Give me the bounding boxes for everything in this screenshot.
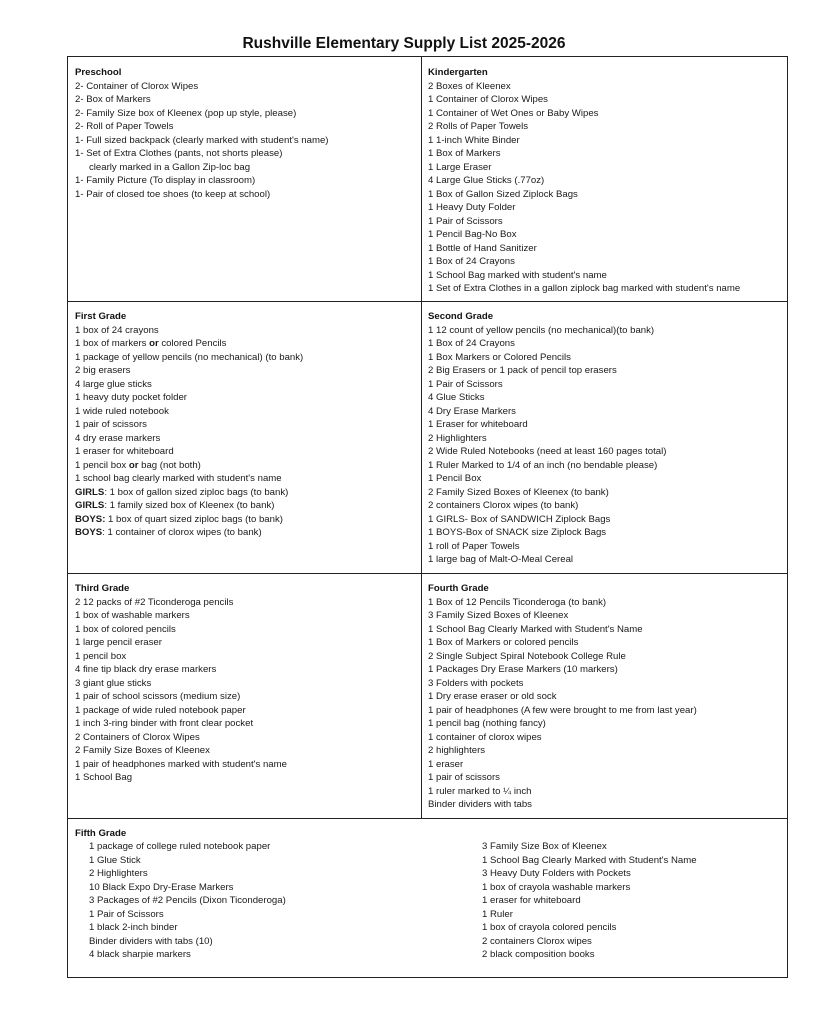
list-item: 1 large pencil eraser <box>75 637 162 648</box>
list-item: 2 Rolls of Paper Towels <box>428 121 529 132</box>
item-text: 1 box of quart sized ziploc bags (to bank) <box>105 513 283 525</box>
list-item: 2 12 packs of #2 Ticonderoga pencils <box>75 596 234 608</box>
list-item: 2- Container of Clorox Wipes <box>75 80 199 92</box>
list-item: 1 package of wide ruled notebook paper <box>75 704 246 716</box>
list-item: 4 Large Glue Sticks (.77oz) <box>428 175 545 186</box>
supply-grid <box>67 56 788 978</box>
list-item: 1 Large Eraser <box>428 161 492 173</box>
list-item: 1 roll of Paper Towels <box>428 540 520 552</box>
list-item: 2 Highlighters <box>428 432 487 444</box>
list-item: 1 Set of Extra Clothes in a gallon ziplock bag marked with student's name <box>428 283 741 294</box>
list-item: 1 Box of Gallon Sized Ziplock Bags <box>428 188 578 200</box>
list-item: 10 Black Expo Dry-Erase Markers <box>89 881 234 893</box>
item-text: 1 box of markers <box>75 338 150 349</box>
list-item: 1 pair of scissors <box>428 772 500 783</box>
list-item: 1 School Bag <box>75 772 133 783</box>
list-item: 1 Box of 24 Crayons <box>428 338 515 349</box>
item-text: colored Pencils <box>158 338 227 349</box>
list-item: 1 1-inch White Binder <box>428 134 520 146</box>
list-item: 1 School Bag Clearly Marked with Student's Name <box>428 623 643 635</box>
preschool-section <box>68 57 421 301</box>
list-item: 1 pencil bag (nothing fancy) <box>428 718 546 729</box>
list-item: 1 package of yellow pencils (no mechanical) (to bank) <box>75 351 304 363</box>
list-item: 2 containers Clorox wipes (to bank) <box>428 500 579 511</box>
second-grade-heading: Second Grade <box>428 311 494 322</box>
list-item: 1 box of crayola colored pencils <box>482 922 617 933</box>
list-item: 1 Eraser for whiteboard <box>428 419 528 430</box>
list-item: 1 pencil box <box>75 650 127 662</box>
bold-text: GIRLS <box>75 500 105 511</box>
list-item: 1 inch 3-ring binder with front clear pocket <box>75 718 254 729</box>
list-item: 1 Pencil Bag-No Box <box>428 229 517 240</box>
list-item: 2 Containers of Clorox Wipes <box>75 731 200 743</box>
preschool-list <box>75 80 421 202</box>
list-item: 2 highlighters <box>428 745 486 756</box>
list-item: 1- Pair of closed toe shoes (to keep at school) <box>75 188 271 200</box>
list-item: 1 eraser <box>428 758 464 770</box>
fifth-grade-list-right <box>482 840 697 962</box>
kindergarten-list <box>428 80 787 296</box>
list-item: 1 School Bag Clearly Marked with Student's Name <box>482 854 697 866</box>
item-text: bag (not both) <box>138 459 201 471</box>
list-item: 1 Pencil Box <box>428 473 482 484</box>
list-item: 4 large glue sticks <box>75 378 152 390</box>
list-item: 1 BOYS-Box of SNACK size Ziplock Bags <box>428 527 607 538</box>
list-item: 1 Pair of Scissors <box>89 908 164 920</box>
list-item: 2 Big Erasers or 1 pack of pencil top erasers <box>428 365 617 376</box>
list-item: 2 Boxes of Kleenex <box>428 80 511 92</box>
list-item: 1 Heavy Duty Folder <box>428 202 516 213</box>
page-title: Rushville Elementary Supply List 2025-2026 <box>242 35 566 52</box>
list-item: Binder dividers with tabs (10) <box>89 935 213 947</box>
list-item: 1 eraser for whiteboard <box>75 446 174 457</box>
list-item: 1 Box of Markers or colored pencils <box>428 637 579 648</box>
bold-text: or <box>128 459 139 471</box>
list-item: 2- Roll of Paper Towels <box>75 121 174 132</box>
list-item: 2 Family Sized Boxes of Kleenex (to bank) <box>428 486 609 498</box>
list-item: 3 Family Size Box of Kleenex <box>482 841 607 852</box>
list-item: 3 Family Sized Boxes of Kleenex <box>428 610 569 621</box>
list-item: 1 box of washable markers <box>75 610 190 621</box>
list-item: 2 black composition books <box>482 949 595 960</box>
list-item: 1 School Bag marked with student's name <box>428 269 607 281</box>
list-item: 2 Highlighters <box>89 868 148 879</box>
list-item: 1 box of colored pencils <box>75 623 176 635</box>
fourth-grade-list <box>428 596 787 812</box>
list-item: 1 pair of headphones (A few were brought to me from last year) <box>428 704 697 716</box>
list-item: 1 Box of Markers <box>428 148 501 159</box>
list-item: 1 pair of headphones marked with student's name <box>75 758 287 770</box>
first-grade-section <box>68 301 421 573</box>
item-text: 1 pencil box <box>75 459 129 471</box>
list-item: 1 Bottle of Hand Sanitizer <box>428 242 537 254</box>
list-item: 1- Family Picture (To display in classroom) <box>75 175 256 186</box>
list-item: 4 dry erase markers <box>75 432 161 444</box>
list-item: 1 Glue Stick <box>89 854 141 866</box>
list-item: 1 GIRLS- Box of SANDWICH Ziplock Bags <box>428 513 611 525</box>
fifth-grade-heading: Fifth Grade <box>75 828 127 839</box>
list-item: 1 box of 24 crayons <box>75 324 159 336</box>
list-item: 4 fine tip black dry erase markers <box>75 664 217 675</box>
fifth-grade-section <box>68 818 787 976</box>
list-item: 3 Heavy Duty Folders with Pockets <box>482 868 631 879</box>
list-item: 1 Dry erase eraser or old sock <box>428 691 557 702</box>
list-item: 1 ruler marked to ¼ inch <box>428 785 532 797</box>
preschool-heading: Preschool <box>75 67 122 78</box>
list-item: 3 Folders with pockets <box>428 677 524 689</box>
list-item: 1 container of clorox wipes <box>428 731 542 743</box>
bold-text: or <box>149 338 159 349</box>
list-item: 2 Single Subject Spiral Notebook College Rule <box>428 650 626 662</box>
list-item: 4 Dry Erase Markers <box>428 405 516 417</box>
list-item: clearly marked in a Gallon Zip-loc bag <box>89 161 251 173</box>
list-item: 2 Family Size Boxes of Kleenex <box>75 745 210 756</box>
third-grade-section <box>68 573 421 818</box>
list-item: Binder dividers with tabs <box>428 799 532 810</box>
list-item: 1 Box of 24 Crayons <box>428 256 515 267</box>
list-item: 2- Family Size box of Kleenex (pop up style, please) <box>75 107 297 119</box>
list-item <box>75 486 421 500</box>
list-item: 2 big erasers <box>75 365 131 376</box>
list-item: 1 heavy duty pocket folder <box>75 392 187 403</box>
list-item: 1 Pair of Scissors <box>428 378 503 390</box>
list-item: 2 Wide Ruled Notebooks (need at least 160 pages total) <box>428 446 667 457</box>
second-grade-section <box>421 301 787 573</box>
list-item: 1- Set of Extra Clothes (pants, not shorts please) <box>75 148 283 159</box>
list-item: 1 school bag clearly marked with student's name <box>75 473 282 484</box>
fifth-grade-list-left <box>89 840 286 962</box>
list-item <box>75 459 421 473</box>
list-item: 1 Box of 12 Pencils Ticonderoga (to bank) <box>428 596 607 608</box>
bold-text: BOYS <box>75 527 103 538</box>
bold-text: BOYS: <box>75 513 106 525</box>
list-item: 1 large bag of Malt-O-Meal Cereal <box>428 554 574 565</box>
list-item <box>75 337 421 351</box>
list-item: 1 12 count of yellow pencils (no mechanical)(to bank) <box>428 324 655 336</box>
list-item <box>75 513 421 527</box>
list-item: 2- Box of Markers <box>75 94 151 105</box>
list-item: 1 Ruler Marked to 1/4 of an inch (no bendable please) <box>428 459 658 471</box>
third-grade-heading: Third Grade <box>75 583 130 594</box>
item-text: : 1 box of gallon sized ziploc bags (to bank) <box>104 486 289 498</box>
list-item: 1 box of crayola washable markers <box>482 881 631 893</box>
list-item: 1 Box Markers or Colored Pencils <box>428 351 571 363</box>
item-text: : 1 family sized box of Kleenex (to bank) <box>104 500 275 511</box>
list-item: 1 pair of scissors <box>75 419 147 430</box>
fourth-grade-heading: Fourth Grade <box>428 583 489 594</box>
list-item <box>75 526 421 540</box>
list-item: 1 wide ruled notebook <box>75 405 169 417</box>
bold-text: GIRLS <box>75 486 105 498</box>
first-grade-list <box>75 324 421 540</box>
list-item: 3 giant glue sticks <box>75 677 152 689</box>
item-text: : 1 container of clorox wipes (to bank) <box>102 527 262 538</box>
list-item: 1 pair of school scissors (medium size) <box>75 691 241 702</box>
first-grade-heading: First Grade <box>75 311 127 322</box>
second-grade-list <box>428 324 787 567</box>
fourth-grade-section <box>421 573 787 818</box>
list-item: 1 eraser for whiteboard <box>482 895 581 906</box>
list-item: 1- Full sized backpack (clearly marked with student's name) <box>75 134 329 146</box>
list-item: 4 Glue Sticks <box>428 392 485 403</box>
list-item: 1 black 2-inch binder <box>89 922 178 933</box>
kindergarten-section <box>421 57 787 301</box>
list-item: 1 Container of Wet Ones or Baby Wipes <box>428 107 599 119</box>
list-item: 3 Packages of #2 Pencils (Dixon Ticonderoga) <box>89 895 286 906</box>
list-item <box>75 499 421 513</box>
list-item: 1 Packages Dry Erase Markers (10 markers) <box>428 664 618 675</box>
list-item: 1 Container of Clorox Wipes <box>428 94 548 105</box>
list-item: 2 containers Clorox wipes <box>482 935 592 947</box>
kindergarten-heading: Kindergarten <box>428 67 488 78</box>
list-item: 1 Pair of Scissors <box>428 215 503 227</box>
third-grade-list <box>75 596 421 785</box>
list-item: 1 Ruler <box>482 908 513 920</box>
list-item: 4 black sharpie markers <box>89 949 191 960</box>
list-item: 1 package of college ruled notebook paper <box>89 841 271 852</box>
